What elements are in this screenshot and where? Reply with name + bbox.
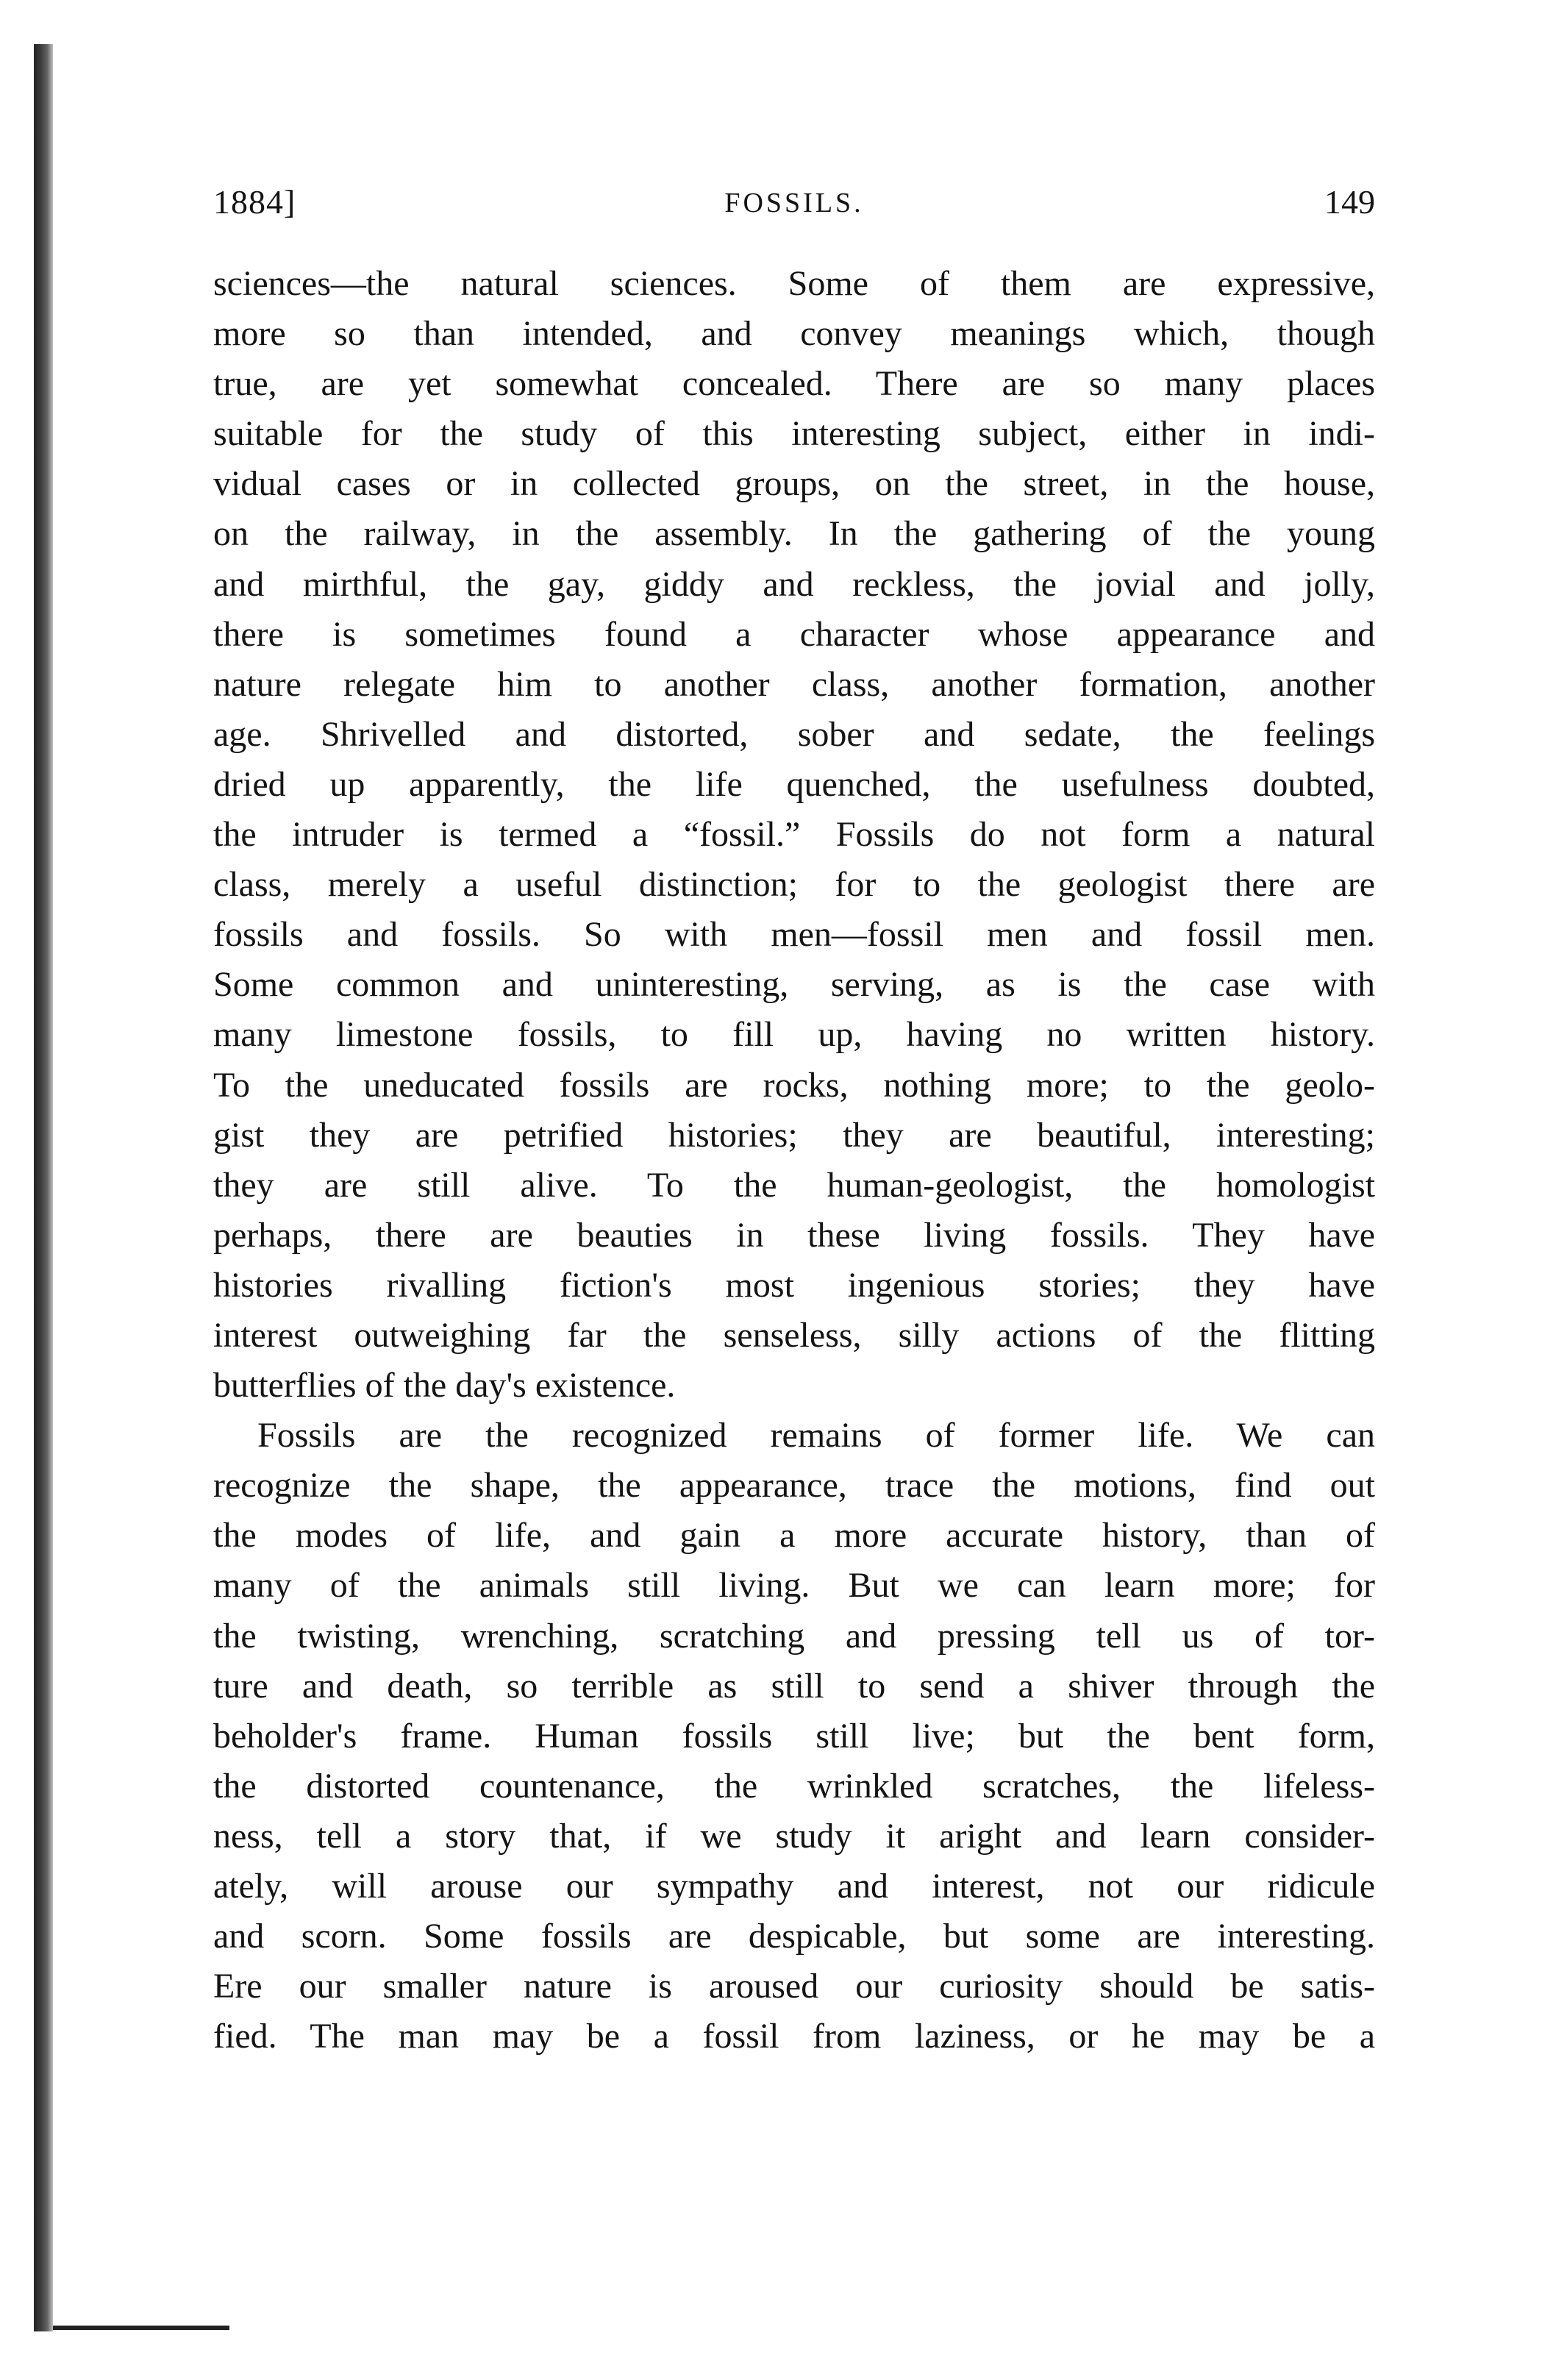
text-line: age. Shrivelled and distorted, sober and sedate, the feelings [213,714,1375,754]
text-line: recognize the shape, the appearance, trace the motions, find out [213,1466,1375,1506]
body-text [213,259,1375,2062]
text-line: fossils and fossils. So with men—fossil men and fossil men. [213,915,1375,955]
text-line: gist they are petrified histories; they are beautiful, interesting; [213,1115,1375,1155]
text-line: the twisting, wrenching, scratching and pressing tell us of tor- [213,1616,1375,1656]
text-line: To the uneducated fossils are rocks, nothing more; to the geolo- [213,1065,1375,1105]
text-line: they are still alive. To the human-geologist, the homologist [213,1165,1375,1205]
text-line: on the railway, in the assembly. In the gathering of the young [213,514,1375,554]
text-line: ture and death, so terrible as still to send a shiver through the [213,1666,1375,1706]
text-line: the distorted countenance, the wrinkled scratches, the lifeless- [213,1766,1375,1806]
text-line: there is sometimes found a character whose appearance and [213,614,1375,654]
paragraph [213,259,1375,1411]
text-line: dried up apparently, the life quenched, the usefulness doubted, [213,764,1375,804]
text-line: Ere our smaller nature is aroused our curiosity should be satis- [213,1967,1375,2006]
text-line: fied. The man may be a fossil from laziness, or he may be a [213,2017,1375,2056]
scan-binding-edge [34,44,53,2331]
running-head-title: FOSSILS. [724,188,864,218]
text-line: vidual cases or in collected groups, on the street, in the house, [213,464,1375,504]
text-line: many limestone fossils, to fill up, having no written history. [213,1015,1375,1055]
text-line: the modes of life, and gain a more accurate history, than of [213,1516,1375,1556]
text-line: many of the animals still living. But we can learn more; for [213,1566,1375,1606]
text-line: nature relegate him to another class, another formation, another [213,664,1375,704]
paragraph [213,1411,1375,2062]
scan-binding-foot [53,2326,229,2330]
text-line: histories rivalling fiction's most ingenious stories; they have [213,1265,1375,1305]
running-head-year: 1884] [213,183,296,221]
text-line: ness, tell a story that, if we study it aright and learn consider- [213,1816,1375,1856]
text-line: true, are yet somewhat concealed. There are so many places [213,364,1375,404]
text-line: the intruder is termed a “fossil.” Fossils do not form a natural [213,815,1375,855]
text-line: perhaps, there are beauties in these living fossils. They have [213,1215,1375,1255]
text-line: suitable for the study of this interesting subject, either in indi- [213,414,1375,454]
page-number: 149 [1324,183,1375,221]
text-line: interest outweighing far the senseless, silly actions of the flitting [213,1315,1375,1355]
text-line: Some common and uninteresting, serving, as is the case with [213,965,1375,1005]
text-line: beholder's frame. Human fossils still live; but the bent form, [213,1716,1375,1756]
text-line: and scorn. Some fossils are despicable, but some are interesting. [213,1917,1375,1956]
text-line: ately, will arouse our sympathy and interest, not our ridicule [213,1867,1375,1906]
text-line: more so than intended, and convey meanings which, though [213,314,1375,354]
running-head [213,182,1375,229]
text-line: and mirthful, the gay, giddy and reckless, the jovial and jolly, [213,564,1375,604]
text-line: sciences—the natural sciences. Some of them are expressive, [213,264,1375,303]
text-line: Fossils are the recognized remains of former life. We can [257,1416,1375,1456]
text-line: class, merely a useful distinction; for to the geologist there are [213,865,1375,905]
text-line: butterflies of the day's existence. [213,1366,676,1405]
